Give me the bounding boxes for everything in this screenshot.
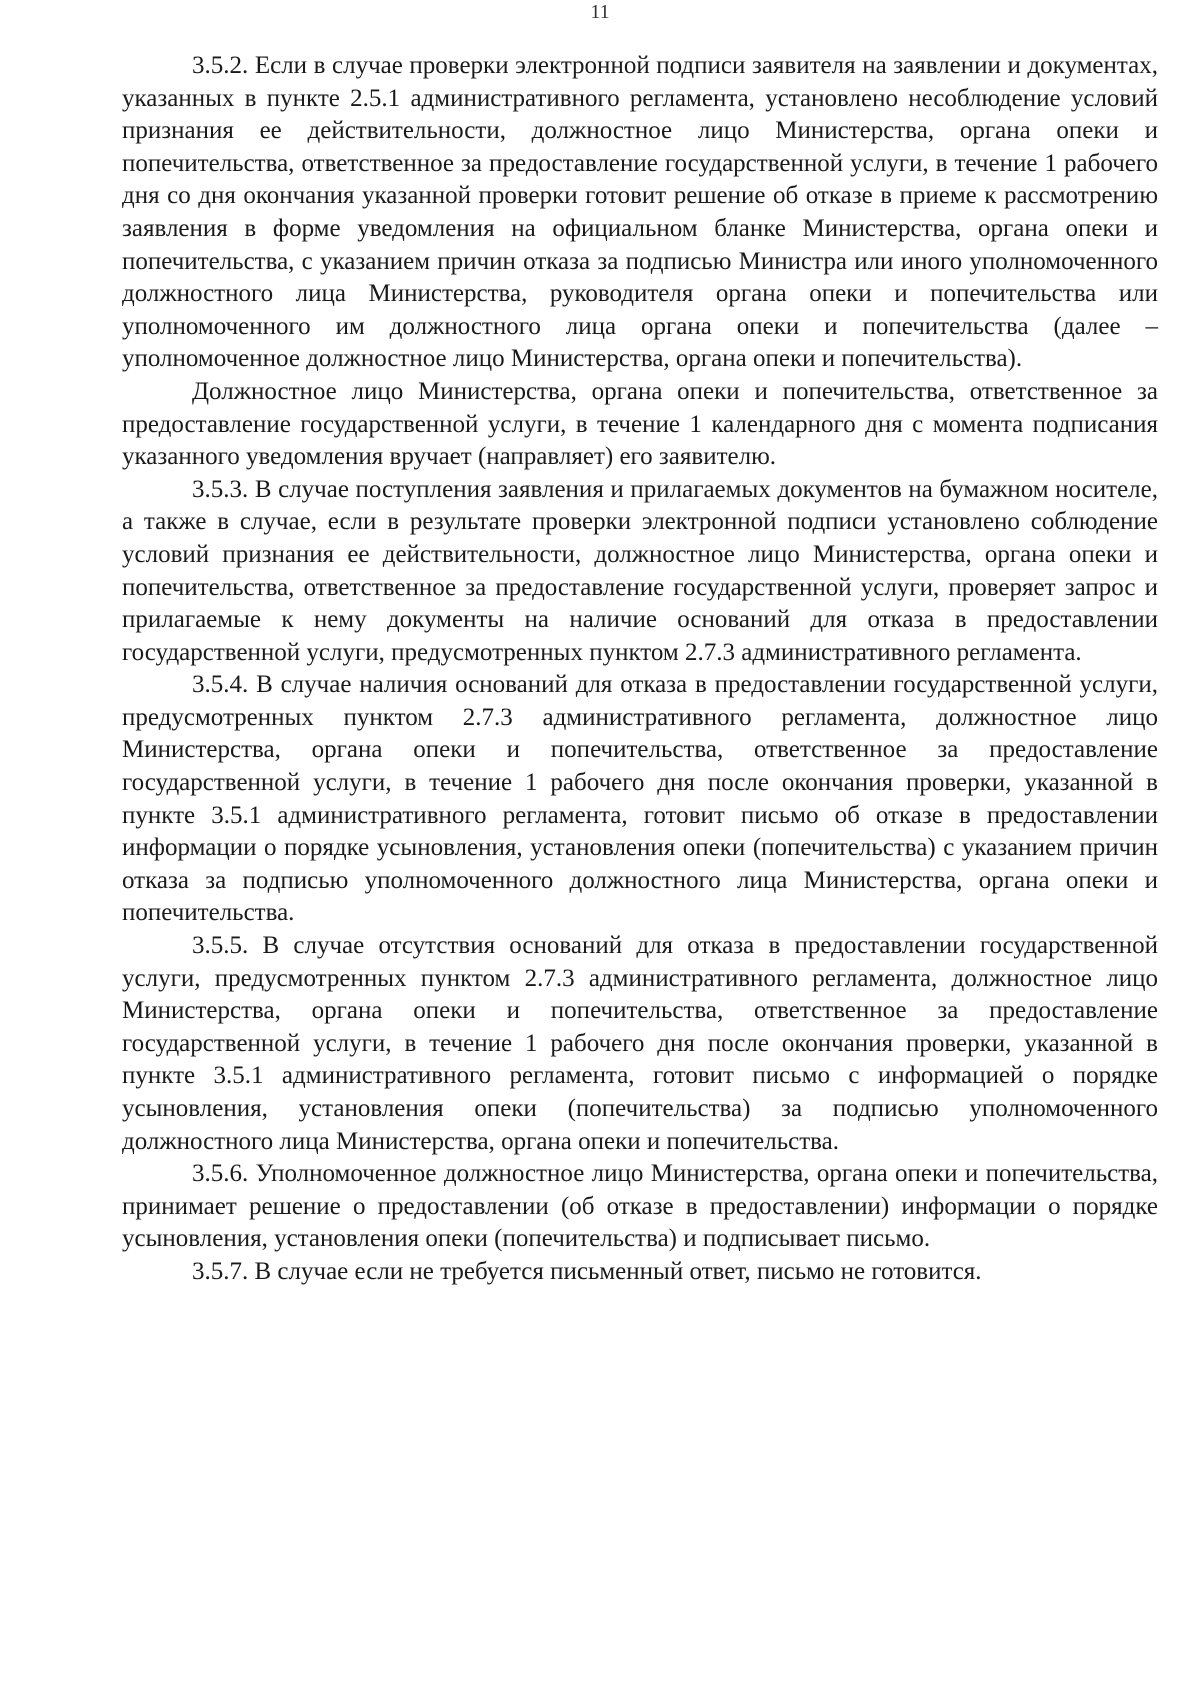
paragraph-3-5-3: 3.5.3. В случае поступления заявления и прилагаемых документов на бумажном носителе, а также в случае, если в результате проверки электронной подписи установлено соблюдение условий признания ее действительности, должностное лицо Министерства, органа опеки и попечительства, ответственное за предоставление государственной услуги, проверяет запрос и прилагаемые к нему документы на наличие оснований для отказа в предоставлении государственной услуги, предусмотренных пунктом 2.7.3 административного регламента. [122, 475, 1158, 666]
paragraph-3-5-5: 3.5.5. В случае отсутствия оснований для отказа в предоставлении государственной услуги, предусмотренных пунктом 2.7.3 административного регламента, должностное лицо Министерства, органа опеки и попечительства, ответственное за предоставление государственной услуги, в течение 1 рабочего дня после окончания проверки, указанной в пункте 3.5.1 административного регламента, готовит письмо с информацией о порядке усыновления, установления опеки (попечительства) за подписью уполномоченного должностного лица Министерства, органа опеки и попечительства. [122, 932, 1158, 1155]
paragraph-3-5-6: 3.5.6. Уполномоченное должностное лицо Министерства, органа опеки и попечительства, принимает решение о предоставлении (об отказе в предоставлении) информации о порядке усыновления, установления опеки (попечительства) и подписывает письмо. [122, 1160, 1158, 1253]
document-body [122, 50, 1158, 1289]
paragraph-3-5-7: 3.5.7. В случае если не требуется письменный ответ, письмо не готовится. [192, 1257, 982, 1285]
page-number: 11 [590, 1, 610, 23]
paragraph-3-5-4: 3.5.4. В случае наличия оснований для отказа в предоставлении государственной услуги, предусмотренных пунктом 2.7.3 административного регламента, должностное лицо Министерства, органа опеки и попечительства, ответственное за предоставление государственной услуги, в течение 1 рабочего дня после окончания проверки, указанной в пункте 3.5.1 административного регламента, готовит письмо об отказе в предоставлении информации о порядке усыновления, установления опеки (попечительства) с указанием причин отказа за подписью уполномоченного должностного лица Министерства, органа опеки и попечительства. [122, 671, 1158, 927]
paragraph-3-5-2: 3.5.2. Если в случае проверки электронной подписи заявителя на заявлении и документах, указанных в пункте 2.5.1 административного регламента, установлено несоблюдение условий признания ее действительности, должностное лицо Министерства, органа опеки и попечительства, ответственное за предоставление государственной услуги, в течение 1 рабочего дня со дня окончания указанной проверки готовит решение об отказе в приеме к рассмотрению заявления в форме уведомления на официальном бланке Министерства, органа опеки и попечительства, с указанием причин отказа за подписью Министра или иного уполномоченного должностного лица Министерства, руководителя органа опеки и попечительства или уполномоченного им должностного лица органа опеки и попечительства (далее – уполномоченное должностное лицо Министерства, органа опеки и попечительства). [122, 52, 1158, 373]
paragraph-3-5-2-continuation: Должностное лицо Министерства, органа опеки и попечительства, ответственное за предоставление государственной услуги, в течение 1 календарного дня с момента подписания указанного уведомления вручает (направляет) его заявителю. [122, 377, 1158, 471]
